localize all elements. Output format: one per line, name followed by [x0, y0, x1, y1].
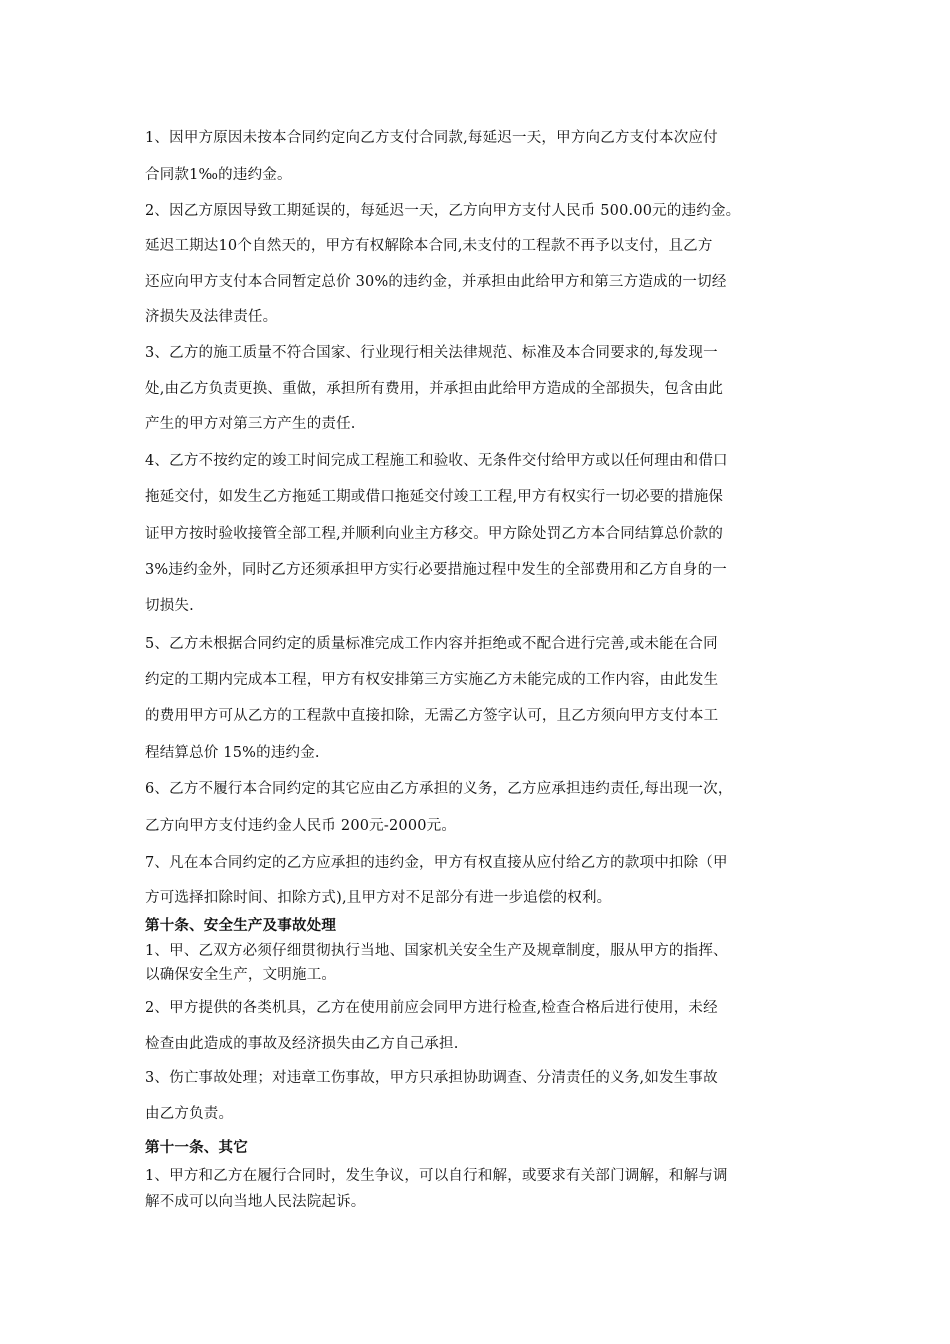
- clause-line: 约定的工期内完成本工程，甲方有权安排第三方实施乙方未能完成的工作内容，由此发生: [145, 672, 719, 688]
- clause-line: 处,由乙方负责更换、重做，承担所有费用，并承担由此给甲方造成的全部损失，包含由此: [145, 381, 724, 397]
- clause-line: 6、乙方不履行本合同约定的其它应由乙方承担的义务，乙方应承担违约责任,每出现一次，: [145, 781, 733, 797]
- clause-line: 合同款1‰的违约金。: [145, 167, 292, 183]
- clause-line: 以确保安全生产，文明施工。: [145, 967, 337, 983]
- clause-line: 3、乙方的施工质量不符合国家、行业现行相关法律规范、标准及本合同要求的,每发现一: [145, 345, 718, 361]
- clause-line: 3、伤亡事故处理；对违章工伤事故，甲方只承担协助调查、分清责任的义务,如发生事故: [145, 1070, 718, 1086]
- section-heading-safety: 第十条、安全生产及事故处理: [145, 918, 337, 934]
- clause-line: 方可选择扣除时间、扣除方式),且甲方对不足部分有进一步追偿的权利。: [145, 890, 612, 906]
- clause-line: 产生的甲方对第三方产生的责任.: [145, 416, 356, 432]
- clause-line: 1、甲、乙双方必须仔细贯彻执行当地、国家机关安全生产及规章制度，服从甲方的指挥、: [145, 943, 728, 959]
- clause-line: 7、凡在本合同约定的乙方应承担的违约金，甲方有权直接从应付给乙方的款项中扣除（甲: [145, 855, 728, 871]
- clause-line: 拖延交付，如发生乙方拖延工期或借口拖延交付竣工工程,甲方有权实行一切必要的措施保: [145, 489, 724, 505]
- clause-line: 程结算总价 15%的违约金.: [145, 745, 320, 761]
- clause-line: 济损失及法律责任。: [145, 309, 278, 325]
- clause-line: 1、因甲方原因未按本合同约定向乙方支付合同款,每延迟一天，甲方向乙方支付本次应付: [145, 130, 718, 146]
- clause-line: 2、因乙方原因导致工期延误的，每延迟一天，乙方向甲方支付人民币 500.00元的违约金。: [145, 203, 741, 219]
- clause-line: 乙方向甲方支付违约金人民币 200元-2000元。: [145, 818, 457, 834]
- clause-line: 解不成可以向当地人民法院起诉。: [145, 1194, 366, 1210]
- clause-line: 切损失.: [145, 598, 194, 614]
- clause-line: 还应向甲方支付本合同暂定总价 30%的违约金，并承担由此给甲方和第三方造成的一切经: [145, 274, 727, 290]
- clause-line: 检查由此造成的事故及经济损失由乙方自己承担.: [145, 1036, 459, 1052]
- section-heading-other: 第十一条、其它: [145, 1140, 248, 1156]
- clause-line: 证甲方按时验收接管全部工程,并顺利向业主方移交。甲方除处罚乙方本合同结算总价款的: [145, 526, 724, 542]
- clause-line: 的费用甲方可从乙方的工程款中直接扣除，无需乙方签字认可，且乙方须向甲方支付本工: [145, 708, 719, 724]
- clause-line: 3%违约金外，同时乙方还须承担甲方实行必要措施过程中发生的全部费用和乙方自身的一: [145, 562, 727, 578]
- clause-line: 2、甲方提供的各类机具，乙方在使用前应会同甲方进行检查,检查合格后进行使用，未经: [145, 1000, 718, 1016]
- clause-line: 4、乙方不按约定的竣工时间完成工程施工和验收、无条件交付给甲方或以任何理由和借口: [145, 453, 728, 469]
- clause-line: 由乙方负责。: [145, 1106, 234, 1122]
- clause-line: 5、乙方未根据合同约定的质量标准完成工作内容并拒绝或不配合进行完善,或未能在合同: [145, 636, 718, 652]
- clause-line: 延迟工期达10个自然天的，甲方有权解除本合同,未支付的工程款不再予以支付，且乙方: [145, 238, 713, 254]
- clause-line: 1、甲方和乙方在履行合同时，发生争议，可以自行和解，或要求有关部门调解，和解与调: [145, 1168, 728, 1184]
